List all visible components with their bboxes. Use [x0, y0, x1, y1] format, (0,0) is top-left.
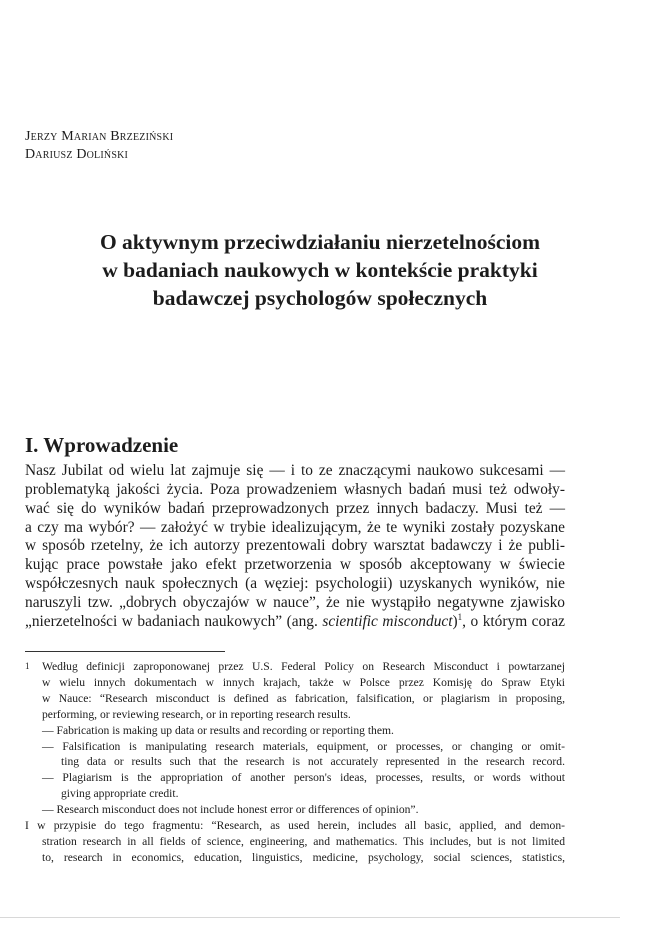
body-line: kując prace powstałe jako efekt przetworzenia w sposób akceptowany w świecie — [25, 556, 565, 574]
footnote-line: to, research in economics, education, linguistics, medicine, psychology, social sciences, statistics, — [42, 850, 565, 864]
footnote-line: — Fabrication is making up data or results and recording or reporting them. — [42, 723, 394, 737]
footnote — [25, 659, 565, 866]
title-line: w badaniach naukowych w kontekście praktyki — [102, 258, 538, 282]
body-text-run: „nierzetelności w badaniach naukowych” (ang. — [25, 612, 318, 630]
body-line: w sposób rzetelny, że ich autorzy prezentowali dobry warsztat badawczy i że publi- — [25, 537, 565, 555]
footnote-line: giving appropriate credit. — [61, 787, 179, 801]
footnote-line: ting data or results such that the research is not accurately represented in the research record. — [61, 755, 565, 769]
title-line: O aktywnym przeciwdziałaniu nierzetelnościom — [99, 230, 541, 254]
body-line: naruszyli tzw. „dobrych obyczajów w nauce”, że nie wystąpiło negatywne zjawisko — [25, 593, 565, 611]
footnote-divider — [25, 651, 225, 652]
author-list — [25, 128, 173, 164]
title-line: badawczej psychologów społecznych — [152, 286, 488, 310]
body-line: współczesnych nauk społecznych (a węziej: psychologii) uzyskanych wyników, nie — [25, 575, 565, 593]
footnote-line: — Falsification is manipulating research materials, equipment, or processes, or changing or omit- — [42, 739, 565, 753]
body-line: problematyką jakości życia. Poza prowadzeniem własnych badań musi też odwoły- — [25, 480, 565, 498]
footnote-line: — Research misconduct does not include honest error or differences of opinion”. — [42, 803, 419, 817]
footnote-reference[interactable]: 1 — [457, 611, 463, 622]
body-line — [25, 613, 565, 632]
footnote-line — [25, 659, 565, 675]
footnote-line: stration research in all fields of science, engineering, and mathematics. This includes, but is not limited — [42, 834, 565, 848]
footnote-line: w wielu innych dokumentach w innych krajach, także w Polsce przez Komisję do Spraw Etyki — [42, 675, 565, 689]
footnote-text: Według definicji zaproponowanej przez U.S. Federal Policy on Research Misconduct i powtarzanej — [42, 660, 565, 673]
body-paragraph — [25, 462, 565, 632]
body-text-run: , o którym coraz — [462, 612, 565, 630]
body-line: wać się do wyników badań przeprowadzonych przez innych badaczy. Musi też — — [25, 499, 565, 517]
footnote-line: performing, or reviewing research, or in reporting research results. — [42, 707, 351, 721]
footnote-line: — Plagiarism is the appropriation of another person's ideas, processes, results, or words without — [42, 771, 565, 785]
italic-term: scientific misconduct — [322, 612, 453, 630]
section-heading: I. Wprowadzenie — [25, 433, 179, 457]
body-line: Nasz Jubilat od wielu lat zajmuje się — i to ze znaczącymi naukowo sukcesami — — [25, 462, 565, 479]
body-text-run: ) — [452, 612, 458, 630]
body-line: a czy ma wybór? — założyć w trybie idealizującym, że te wyniki zostały pozyskane — [25, 518, 565, 536]
author-name: Dariusz Doliński — [25, 147, 129, 162]
footnote-number: 1 — [25, 661, 30, 671]
author-name: Jerzy Marian Brzeziński — [25, 129, 174, 144]
footnote-line: w Nauce: “Research misconduct is defined as fabrication, falsification, or plagiarism in proposing, — [42, 691, 565, 705]
page-edge-line — [0, 917, 620, 918]
footnote-line: I w przypisie do tego fragmentu: “Research, as used herein, includes all basic, applied, and demon- — [25, 819, 565, 833]
article-title — [25, 228, 615, 312]
